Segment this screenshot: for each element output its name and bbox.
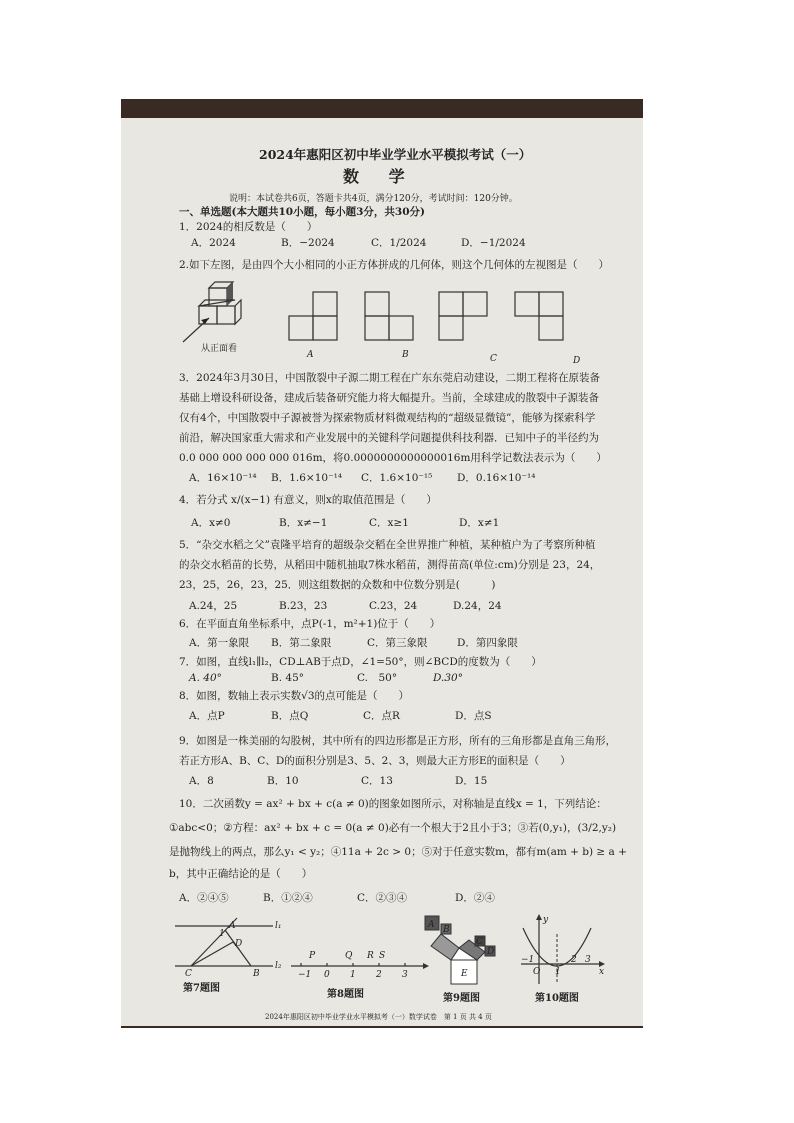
q7-option-b: B. 45°: [271, 672, 305, 684]
fig10-tick-3: 3: [585, 955, 591, 965]
fig7-label-a: A: [229, 921, 236, 931]
fig8-point-r: R: [367, 951, 374, 961]
q8-option-c: C．点R: [363, 710, 400, 722]
q3-option-c: C．1.6×10⁻¹⁵: [361, 472, 433, 484]
q3-line-5: 0.0 000 000 000 000 016m，将0.0000000000000016m用科学记数法表示为（ ）: [179, 452, 607, 464]
q3-option-d: D．0.16×10⁻¹⁴: [457, 472, 536, 484]
fig8-tick-label: 2: [376, 970, 382, 980]
fig7-label-l1: l₁: [275, 921, 282, 931]
fig9-label-b: B: [443, 925, 450, 935]
fig7-label-c: C: [185, 969, 192, 979]
q1-option-d: D．−1/2024: [461, 237, 526, 249]
q6-option-b: B．第二象限: [271, 637, 332, 649]
q6-stem: 6．在平面直角坐标系中，点P(-1，m²+1)位于（ ）: [179, 618, 441, 630]
q7-stem: 7．如图，直线l₁∥l₂，CD⊥AB于点D，∠1=50°，则∠BCD的度数为（ ）: [179, 656, 542, 668]
q1-option-a: A．2024: [191, 237, 236, 249]
q5-option-c: C.23，24: [369, 600, 418, 612]
fig8-tick-label: 0: [324, 970, 330, 980]
q2-front-view-label: 从正面看: [201, 344, 238, 354]
q3-option-a: A．16×10⁻¹⁴: [189, 472, 257, 484]
q1-option-c: C．1/2024: [371, 237, 427, 249]
fig10-label-y: y: [543, 915, 549, 925]
page-footer: 2024年惠阳区初中毕业学业水平模拟考（一）数学试卷 第 1 页 共 4 页: [265, 1013, 492, 1021]
fig10-tick-neg1: −1: [521, 955, 535, 965]
q6-option-d: D．第四象限: [457, 637, 518, 649]
q10-line-2: ①abc<0；②方程：ax² + bx + c = 0(a ≠ 0)必有一个根大于2且小于3；③若(0,y₁)，(3/2,y₂): [169, 822, 617, 834]
fig8-point-s: S: [379, 951, 386, 961]
q2-option-views: [289, 288, 569, 348]
q10-option-d: D．②④: [455, 892, 495, 904]
q10-option-a: A．②④⑤: [179, 892, 229, 904]
q8-stem: 8．如图，数轴上表示实数√3的点可能是（ ）: [179, 690, 410, 702]
q8-option-a: A．点P: [189, 710, 225, 722]
fig10-tick-1: 1: [555, 967, 561, 977]
fig8-number-line: [291, 946, 431, 986]
q10-line-4: b，其中正确结论的是（ ）: [169, 868, 313, 880]
instructions: 说明：本试卷共6页，答题卡共4页，满分120分，考试时间：120分钟。: [229, 194, 518, 204]
q2-label-a: A: [307, 350, 314, 360]
exam-sheet: [121, 118, 643, 1026]
fig9-label-e: E: [461, 969, 468, 979]
q4-option-b: B．x≠−1: [279, 517, 328, 529]
q6-option-c: C．第三象限: [367, 637, 428, 649]
fig8-caption: 第8题图: [327, 989, 364, 1000]
q2-label-d: D: [573, 356, 581, 366]
fig8-tick-label: −1: [298, 970, 312, 980]
fig9-label-c: C: [476, 937, 483, 947]
q9-option-d: D．15: [455, 775, 488, 787]
q3-line-1: 3．2024年3月30日，中国散裂中子源二期工程在广东东莞启动建设，二期工程将在原装备: [179, 372, 600, 384]
q10-option-c: C．②③④: [357, 892, 408, 904]
fig8-point-p: P: [309, 951, 316, 961]
q2-label-b: B: [402, 350, 409, 360]
q5-option-d: D.24，24: [453, 600, 502, 612]
fig10-tick-2: 2: [571, 955, 577, 965]
fig9-pythagoras-tree: [419, 910, 509, 990]
fig7-label-d: D: [235, 939, 243, 949]
fig7-caption: 第7题图: [183, 983, 220, 994]
q5-option-b: B.23，23: [279, 600, 328, 612]
q7-option-d: D.30°: [433, 672, 463, 684]
q3-option-b: B．1.6×10⁻¹⁴: [271, 472, 343, 484]
q9-option-a: A．8: [189, 775, 214, 787]
fig8-point-q: Q: [345, 951, 353, 961]
q8-option-b: B．点Q: [271, 710, 309, 722]
fig7-label-1: 1: [219, 929, 225, 939]
q9-option-b: B．10: [267, 775, 299, 787]
fig10-parabola: [519, 914, 607, 990]
fig9-caption: 第9题图: [443, 993, 480, 1004]
section-heading: 一、单选题(本大题共10小题，每小题3分，共30分): [179, 206, 425, 218]
q10-option-b: B．①②④: [263, 892, 313, 904]
q3-line-3: 仅有4个，中国散裂中子源被誉为探索物质材料微观结构的“超级显微镜”，能够为探索科学: [179, 412, 596, 424]
q9-line-2: 若正方形A、B、C、D的面积分别是3、5、2、3，则最大正方形E的面积是（ ）: [179, 755, 571, 767]
fig10-label-x: x: [599, 967, 605, 977]
fig8-tick-label: 3: [402, 970, 408, 980]
fig9-label-d: D: [487, 947, 495, 957]
fig9-label-a: A: [428, 920, 435, 930]
fig7-label-l2: l₂: [275, 961, 282, 971]
fig7-label-b: B: [253, 969, 260, 979]
q8-option-d: D．点S: [455, 710, 492, 722]
q5-option-a: A.24，25: [189, 600, 238, 612]
q5-line-2: 的杂交水稻苗的长势，从稻田中随机抽取7株水稻苗，测得苗高(单位:cm)分别是 23，24，: [179, 559, 601, 571]
subject-title: 数 学: [343, 167, 417, 186]
q4-stem: 4．若分式 x/(x−1) 有意义，则x的取值范围是（ ）: [179, 494, 437, 506]
q4-option-d: D．x≠1: [459, 517, 500, 529]
q3-line-2: 基础上增设科研设备，建成后装备研究能力将大幅提升。当前，全球建成的散裂中子源装备: [179, 392, 599, 404]
q3-line-4: 前沿，解决国家重大需求和产业发展中的关键科学问题提供科技利器．已知中子的半径约为: [179, 432, 599, 444]
exam-title: 2024年惠阳区初中毕业学业水平模拟考试（一）: [259, 147, 532, 162]
fig10-caption: 第10题图: [535, 993, 579, 1004]
q5-line-3: 23，25，26，23，25．则这组数据的众数和中位数分别是( ): [179, 579, 496, 591]
q2-label-c: C: [490, 354, 497, 364]
q10-line-3: 是抛物线上的两点，那么y₁ < y₂；④11a + 2c > 0；⑤对于任意实数m，都有m(am + b) ≥ a +: [169, 846, 627, 858]
q9-line-1: 9．如图是一株美丽的勾股树，其中所有的四边形都是正方形，所有的三角形都是直角三角形，: [179, 735, 617, 747]
q4-option-a: A．x≠0: [191, 517, 231, 529]
q5-line-1: 5．“杂交水稻之父”袁隆平培育的超级杂交稻在全世界推广种植，某种植户为了考察所种植: [179, 539, 596, 551]
q2-stem: 2.如下左图，是由四个大小相同的小正方体拼成的几何体，则这个几何体的左视图是（ ）: [179, 259, 610, 271]
q1-option-b: B．−2024: [281, 237, 335, 249]
q9-option-c: C．13: [361, 775, 393, 787]
fig8-tick-label: 1: [350, 970, 356, 980]
fig10-tick-origin: O: [533, 967, 541, 977]
q7-option-c: C. 50°: [357, 672, 398, 684]
q4-option-c: C．x≥1: [369, 517, 409, 529]
q10-line-1: 10．二次函数y = ax² + bx + c(a ≠ 0)的图象如图所示，对称轴是直线x = 1，下列结论：: [179, 798, 607, 810]
q7-option-a: A. 40°: [189, 672, 222, 684]
fig7-parallel-lines: [173, 918, 283, 980]
q6-option-a: A．第一象限: [189, 637, 250, 649]
q1-stem: 1．2024的相反数是（ ）: [179, 221, 318, 233]
